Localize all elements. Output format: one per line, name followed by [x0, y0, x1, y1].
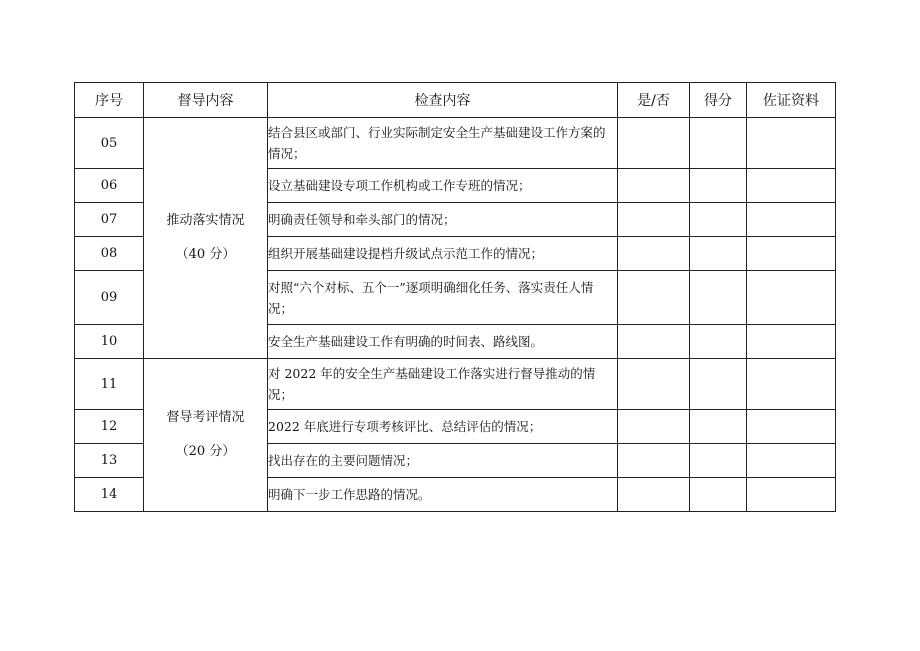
check-content: 2022 年底进行专项考核评比、总结评估的情况； [268, 410, 618, 444]
yes-no-cell[interactable] [618, 478, 690, 512]
yes-no-cell[interactable] [618, 271, 690, 325]
score-cell[interactable] [690, 325, 747, 359]
yes-no-cell[interactable] [618, 118, 690, 169]
row-number: 14 [75, 478, 144, 512]
check-content: 明确下一步工作思路的情况。 [268, 478, 618, 512]
score-cell[interactable] [690, 203, 747, 237]
score-cell[interactable] [690, 478, 747, 512]
row-number: 10 [75, 325, 144, 359]
row-number: 07 [75, 203, 144, 237]
check-content: 对 2022 年的安全生产基础建设工作落实进行督导推动的情况； [268, 359, 618, 410]
header-cell-no: 序号 [75, 83, 144, 118]
check-content: 明确责任领导和牵头部门的情况； [268, 203, 618, 237]
row-number: 12 [75, 410, 144, 444]
table-row [75, 359, 836, 410]
evidence-cell[interactable] [747, 118, 836, 169]
yes-no-cell[interactable] [618, 169, 690, 203]
yes-no-cell[interactable] [618, 410, 690, 444]
yes-no-cell[interactable] [618, 203, 690, 237]
yes-no-cell[interactable] [618, 325, 690, 359]
evidence-cell[interactable] [747, 478, 836, 512]
table-row [75, 118, 836, 169]
score-cell[interactable] [690, 444, 747, 478]
row-number: 13 [75, 444, 144, 478]
score-cell[interactable] [690, 410, 747, 444]
score-cell[interactable] [690, 271, 747, 325]
evidence-cell[interactable] [747, 444, 836, 478]
yes-no-cell[interactable] [618, 237, 690, 271]
check-content: 结合县区或部门、行业实际制定安全生产基础建设工作方案的情况； [268, 118, 618, 169]
check-content: 组织开展基础建设提档升级试点示范工作的情况； [268, 237, 618, 271]
row-number: 05 [75, 118, 144, 169]
row-number: 06 [75, 169, 144, 203]
header-cell-supervision: 督导内容 [144, 83, 268, 118]
supervision-title: 督导考评情况 [166, 410, 245, 425]
header-cell-score: 得分 [690, 83, 747, 118]
evidence-cell[interactable] [747, 410, 836, 444]
supervision-title: 推动落实情况 [166, 213, 245, 228]
row-number: 11 [75, 359, 144, 410]
row-number: 09 [75, 271, 144, 325]
evidence-cell[interactable] [747, 203, 836, 237]
evidence-cell[interactable] [747, 169, 836, 203]
supervision-group-cell [144, 118, 268, 359]
header-cell-yes-no: 是/否 [618, 83, 690, 118]
evidence-cell[interactable] [747, 237, 836, 271]
supervision-score: （40 分） [175, 247, 236, 262]
supervision-group-cell [144, 359, 268, 512]
evidence-cell[interactable] [747, 325, 836, 359]
evidence-cell[interactable] [747, 271, 836, 325]
check-content: 设立基础建设专项工作机构或工作专班的情况； [268, 169, 618, 203]
yes-no-cell[interactable] [618, 359, 690, 410]
check-content: 安全生产基础建设工作有明确的时间表、路线图。 [268, 325, 618, 359]
check-content: 找出存在的主要问题情况； [268, 444, 618, 478]
row-number: 08 [75, 237, 144, 271]
score-cell[interactable] [690, 118, 747, 169]
header-row [75, 83, 836, 118]
yes-no-cell[interactable] [618, 444, 690, 478]
header-cell-check: 检查内容 [268, 83, 618, 118]
header-cell-evidence: 佐证资料 [747, 83, 836, 118]
score-cell[interactable] [690, 359, 747, 410]
check-content: 对照“六个对标、五个一”逐项明确细化任务、落实责任人情况； [268, 271, 618, 325]
evidence-cell[interactable] [747, 359, 836, 410]
score-cell[interactable] [690, 169, 747, 203]
score-cell[interactable] [690, 237, 747, 271]
supervision-table [74, 82, 836, 512]
supervision-score: （20 分） [175, 444, 236, 459]
